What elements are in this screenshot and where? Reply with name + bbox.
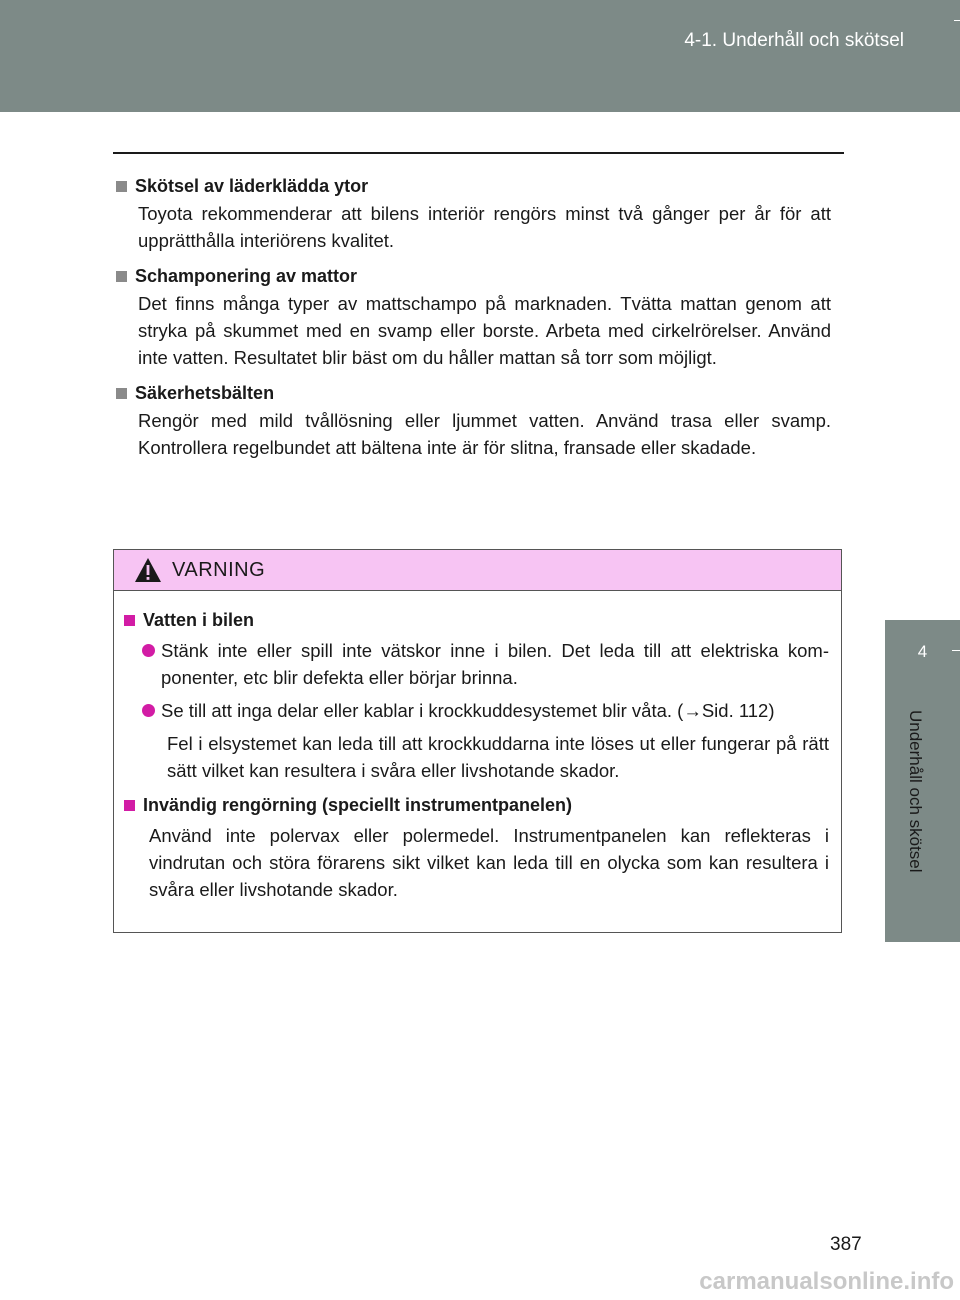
warning-bullet-text: Se till att inga delar eller kablar i krockkuddesystemet blir våta. (→Sid. 112) [161,700,775,721]
warning-section-heading [124,790,829,820]
section-paragraph: Det finns många typer av mattschampo på marknaden. Tvätta mattan genom att stryka på skummet med en svamp eller borste. Arbeta med cirkelrörelser. Använd inte vatten. Resultatet blir bäst om du håller mattan så torr som möjligt. [138,293,831,368]
page-number: 387 [830,1234,862,1255]
warning-section-heading [124,605,829,635]
section-rule [113,152,844,154]
chapter-title: 4-1. Underhåll och skötsel [684,30,904,51]
warning-bullet-text: Stänk inte eller spill inte vätskor inne i bilen. Det leda till att elektriska kom-ponenter, etc blir defekta eller börjar brinna. [161,640,829,688]
square-bullet-icon [116,388,127,399]
warning-paragraph: Använd inte polervax eller polermedel. Instrumentpanelen kan reflekteras i vindrutan och störa förarens sikt vilket kan leda till en olycka som kan resultera i svåra eller livshotande skador. [149,825,829,900]
warning-body [114,591,841,903]
section-heading [113,379,831,407]
circle-bullet-icon [142,644,155,657]
warning-bullet [142,637,829,691]
side-tab-tick [952,650,960,651]
square-bullet-icon [124,615,135,626]
square-bullet-icon [116,181,127,192]
main-content [113,172,831,469]
section-heading [113,262,831,290]
page-header [0,0,960,112]
circle-bullet-icon [142,704,155,717]
warning-triangle-icon [134,557,162,583]
section-heading-text: Säkerhetsbälten [135,383,275,403]
section-paragraph: Rengör med mild tvållösning eller ljummet vatten. Använd trasa eller svamp. Kontrollera regelbundet att bältena inte är för slitna, fransade eller skadade. [138,410,831,458]
header-tick-mark [954,20,960,21]
warning-section-heading-text: Invändig rengörning (speciellt instrumentpanelen) [143,795,573,815]
warning-header [114,550,841,591]
section-paragraph: Toyota rekommenderar att bilens interiör rengörs minst två gånger per år för att upprätthålla interiörens kvalitet. [138,203,831,251]
warning-section-heading-text: Vatten i bilen [143,610,255,630]
square-bullet-icon [116,271,127,282]
square-bullet-icon [124,800,135,811]
warning-bullet [142,697,829,724]
side-tab-label: Underhåll och skötsel [906,710,925,873]
chapter-number: 4 [917,642,928,661]
section-heading-text: Skötsel av läderklädda ytor [135,176,369,196]
warning-note: Fel i elsystemet kan leda till att krockkuddarna inte löses ut eller fungerar på rätt sätt vilket kan resultera i svåra eller livshotande skador. [167,733,829,781]
section-heading [113,172,831,200]
section-heading-text: Schamponering av mattor [135,266,358,286]
watermark: carmanualsonline.info [699,1268,954,1295]
warning-title: VARNING [172,558,266,581]
warning-box [113,549,842,933]
